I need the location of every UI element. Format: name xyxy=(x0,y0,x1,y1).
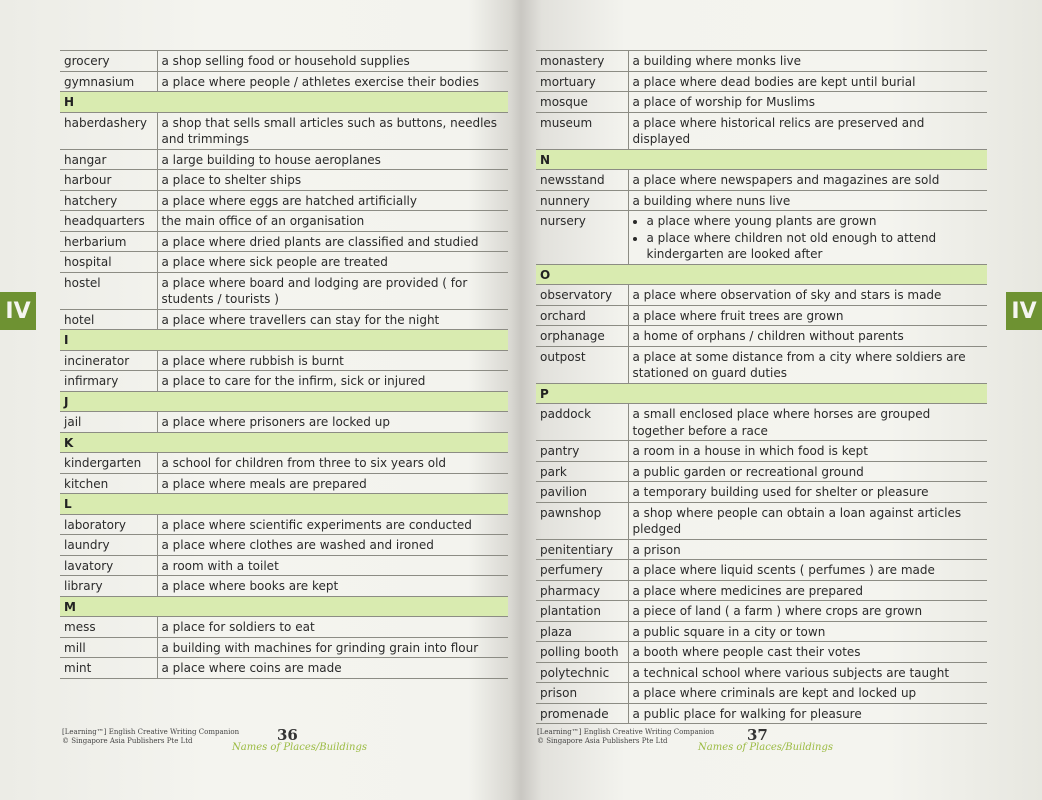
letter-heading: H xyxy=(60,92,508,113)
glossary-term: grocery xyxy=(60,51,157,72)
letter-heading-row xyxy=(536,264,987,285)
section-caption-left: Names of Places/Buildings xyxy=(232,742,367,753)
page-number-right: 37 xyxy=(747,726,768,744)
glossary-row xyxy=(60,211,508,232)
glossary-definition: a place where dried plants are classified and studied xyxy=(157,231,508,252)
left-page xyxy=(60,50,508,679)
glossary-row xyxy=(536,560,987,581)
glossary-term: laboratory xyxy=(60,514,157,535)
glossary-row xyxy=(536,92,987,113)
footer-credit-right xyxy=(537,728,714,746)
glossary-row xyxy=(536,621,987,642)
glossary-term: promenade xyxy=(536,703,628,724)
glossary-definition: a place where scientific experiments are conducted xyxy=(157,514,508,535)
letter-heading: P xyxy=(536,383,987,404)
glossary-term: newsstand xyxy=(536,170,628,191)
glossary-row xyxy=(60,371,508,392)
glossary-definition: the main office of an organisation xyxy=(157,211,508,232)
glossary-definition: a place where coins are made xyxy=(157,658,508,679)
glossary-row xyxy=(536,502,987,539)
glossary-row xyxy=(60,231,508,252)
glossary-row xyxy=(536,683,987,704)
definition-bullet-list xyxy=(633,213,984,263)
glossary-row xyxy=(536,305,987,326)
glossary-row xyxy=(60,576,508,597)
letter-heading-row xyxy=(536,383,987,404)
glossary-definition: a shop selling food or household supplies xyxy=(157,51,508,72)
glossary-row xyxy=(536,51,987,72)
section-caption-right: Names of Places/Buildings xyxy=(698,742,833,753)
letter-heading-row xyxy=(60,432,508,453)
glossary-term: harbour xyxy=(60,170,157,191)
glossary-term: pawnshop xyxy=(536,502,628,539)
glossary-row xyxy=(60,51,508,72)
glossary-definition: a home of orphans / children without parents xyxy=(628,326,987,347)
glossary-term: gymnasium xyxy=(60,71,157,92)
letter-heading: J xyxy=(60,391,508,412)
glossary-row xyxy=(60,617,508,638)
glossary-definition: a place where board and lodging are provided ( for students / tourists ) xyxy=(157,272,508,309)
glossary-row xyxy=(60,555,508,576)
footer-copyright: © Singapore Asia Publishers Pte Ltd xyxy=(537,737,668,745)
glossary-definition: a place where clothes are washed and ironed xyxy=(157,535,508,556)
definition-bullet: • a place where young plants are grown xyxy=(647,213,984,230)
glossary-term: polling booth xyxy=(536,642,628,663)
glossary-row xyxy=(536,404,987,441)
glossary-definition: a place where newspapers and magazines are sold xyxy=(628,170,987,191)
section-tab-left: IV xyxy=(0,292,36,330)
letter-heading: K xyxy=(60,432,508,453)
glossary-definition: a place where meals are prepared xyxy=(157,473,508,494)
glossary-term: jail xyxy=(60,412,157,433)
glossary-term: headquarters xyxy=(60,211,157,232)
glossary-definition: a building with machines for grinding grain into flour xyxy=(157,637,508,658)
glossary-row xyxy=(536,441,987,462)
glossary-definition: a place at some distance from a city where soldiers are stationed on guard duties xyxy=(628,346,987,383)
glossary-row xyxy=(536,662,987,683)
letter-heading-row xyxy=(60,92,508,113)
glossary-row xyxy=(60,272,508,309)
glossary-definition: a shop where people can obtain a loan against articles pledged xyxy=(628,502,987,539)
glossary-definition: a place where sick people are treated xyxy=(157,252,508,273)
glossary-term: museum xyxy=(536,112,628,149)
glossary-row xyxy=(536,580,987,601)
letter-heading: I xyxy=(60,330,508,351)
glossary-term: library xyxy=(60,576,157,597)
glossary-row xyxy=(60,252,508,273)
glossary-term: observatory xyxy=(536,285,628,306)
glossary-row xyxy=(60,453,508,474)
letter-heading: O xyxy=(536,264,987,285)
glossary-term: outpost xyxy=(536,346,628,383)
glossary-table-left xyxy=(60,50,508,679)
glossary-term: hospital xyxy=(60,252,157,273)
glossary-row xyxy=(536,346,987,383)
glossary-term: pantry xyxy=(536,441,628,462)
glossary-term: kitchen xyxy=(60,473,157,494)
glossary-term: pharmacy xyxy=(536,580,628,601)
glossary-term: hatchery xyxy=(60,190,157,211)
glossary-definition: a public square in a city or town xyxy=(628,621,987,642)
glossary-row xyxy=(536,461,987,482)
glossary-row xyxy=(60,149,508,170)
glossary-term: park xyxy=(536,461,628,482)
glossary-row xyxy=(60,350,508,371)
glossary-definition: a place of worship for Muslims xyxy=(628,92,987,113)
glossary-term: nursery xyxy=(536,211,628,265)
glossary-definition xyxy=(628,211,987,265)
glossary-definition: a small enclosed place where horses are grouped together before a race xyxy=(628,404,987,441)
glossary-definition: a prison xyxy=(628,539,987,560)
glossary-table-right xyxy=(536,50,987,724)
glossary-row xyxy=(60,535,508,556)
glossary-definition: a room with a toilet xyxy=(157,555,508,576)
letter-heading: N xyxy=(536,149,987,170)
glossary-definition: a room in a house in which food is kept xyxy=(628,441,987,462)
glossary-term: lavatory xyxy=(60,555,157,576)
glossary-definition: a place where liquid scents ( perfumes ) are made xyxy=(628,560,987,581)
glossary-term: paddock xyxy=(536,404,628,441)
glossary-definition: a place where fruit trees are grown xyxy=(628,305,987,326)
glossary-row xyxy=(60,473,508,494)
glossary-definition: a building where nuns live xyxy=(628,190,987,211)
glossary-row xyxy=(536,170,987,191)
footer-title: [Learning™] English Creative Writing Companion xyxy=(537,728,715,736)
glossary-term: plaza xyxy=(536,621,628,642)
glossary-term: penitentiary xyxy=(536,539,628,560)
glossary-definition: a place to care for the infirm, sick or injured xyxy=(157,371,508,392)
glossary-row xyxy=(536,642,987,663)
glossary-row xyxy=(536,482,987,503)
glossary-definition: a piece of land ( a farm ) where crops are grown xyxy=(628,601,987,622)
glossary-definition: a shop that sells small articles such as buttons, needles and trimmings xyxy=(157,112,508,149)
glossary-term: nunnery xyxy=(536,190,628,211)
glossary-row xyxy=(60,412,508,433)
glossary-definition: a public place for walking for pleasure xyxy=(628,703,987,724)
letter-heading: L xyxy=(60,494,508,515)
glossary-term: perfumery xyxy=(536,560,628,581)
glossary-term: mill xyxy=(60,637,157,658)
glossary-term: orchard xyxy=(536,305,628,326)
glossary-definition: a place where eggs are hatched artificially xyxy=(157,190,508,211)
glossary-term: mosque xyxy=(536,92,628,113)
glossary-definition: a place where observation of sky and stars is made xyxy=(628,285,987,306)
glossary-term: hangar xyxy=(60,149,157,170)
glossary-definition: a place for soldiers to eat xyxy=(157,617,508,638)
glossary-term: pavilion xyxy=(536,482,628,503)
right-page xyxy=(536,50,987,724)
letter-heading-row xyxy=(536,149,987,170)
glossary-term: mess xyxy=(60,617,157,638)
page-number-left: 36 xyxy=(277,726,298,744)
letter-heading: M xyxy=(60,596,508,617)
glossary-term: herbarium xyxy=(60,231,157,252)
glossary-definition: a place where rubbish is burnt xyxy=(157,350,508,371)
glossary-row xyxy=(60,170,508,191)
glossary-definition: a place where travellers can stay for the night xyxy=(157,309,508,330)
glossary-definition: a place where criminals are kept and locked up xyxy=(628,683,987,704)
glossary-term: polytechnic xyxy=(536,662,628,683)
glossary-term: hostel xyxy=(60,272,157,309)
section-tab-right: IV xyxy=(1006,292,1042,330)
glossary-definition: a public garden or recreational ground xyxy=(628,461,987,482)
glossary-term: prison xyxy=(536,683,628,704)
glossary-row xyxy=(60,514,508,535)
letter-heading-row xyxy=(60,494,508,515)
glossary-term: mortuary xyxy=(536,71,628,92)
glossary-term: kindergarten xyxy=(60,453,157,474)
glossary-term: monastery xyxy=(536,51,628,72)
letter-heading-row xyxy=(60,330,508,351)
glossary-term: hotel xyxy=(60,309,157,330)
glossary-definition: a place to shelter ships xyxy=(157,170,508,191)
letter-heading-row xyxy=(60,596,508,617)
footer-copyright: © Singapore Asia Publishers Pte Ltd xyxy=(62,737,193,745)
glossary-row xyxy=(60,309,508,330)
glossary-row xyxy=(60,658,508,679)
glossary-definition: a booth where people cast their votes xyxy=(628,642,987,663)
glossary-row xyxy=(536,326,987,347)
glossary-term: infirmary xyxy=(60,371,157,392)
footer-credit-left xyxy=(62,728,239,746)
glossary-definition: a place where people / athletes exercise their bodies xyxy=(157,71,508,92)
glossary-term: incinerator xyxy=(60,350,157,371)
glossary-definition: a large building to house aeroplanes xyxy=(157,149,508,170)
glossary-term: laundry xyxy=(60,535,157,556)
footer-title: [Learning™] English Creative Writing Companion xyxy=(62,728,240,736)
glossary-term: haberdashery xyxy=(60,112,157,149)
glossary-definition: a technical school where various subjects are taught xyxy=(628,662,987,683)
glossary-definition: a temporary building used for shelter or pleasure xyxy=(628,482,987,503)
glossary-row xyxy=(536,190,987,211)
glossary-definition: a place where dead bodies are kept until burial xyxy=(628,71,987,92)
definition-bullet: • a place where children not old enough to attend kindergarten are looked after xyxy=(647,230,984,263)
glossary-definition: a school for children from three to six years old xyxy=(157,453,508,474)
letter-heading-row xyxy=(60,391,508,412)
glossary-row xyxy=(536,703,987,724)
glossary-definition: a place where medicines are prepared xyxy=(628,580,987,601)
glossary-row xyxy=(60,71,508,92)
glossary-definition: a place where historical relics are preserved and displayed xyxy=(628,112,987,149)
glossary-definition: a place where prisoners are locked up xyxy=(157,412,508,433)
glossary-row xyxy=(60,637,508,658)
glossary-definition: a building where monks live xyxy=(628,51,987,72)
glossary-row xyxy=(536,539,987,560)
glossary-row xyxy=(60,190,508,211)
glossary-row xyxy=(536,71,987,92)
glossary-row xyxy=(536,112,987,149)
glossary-row xyxy=(60,112,508,149)
glossary-row xyxy=(536,285,987,306)
glossary-row xyxy=(536,211,987,265)
glossary-term: plantation xyxy=(536,601,628,622)
glossary-row xyxy=(536,601,987,622)
glossary-definition: a place where books are kept xyxy=(157,576,508,597)
glossary-term: mint xyxy=(60,658,157,679)
glossary-term: orphanage xyxy=(536,326,628,347)
